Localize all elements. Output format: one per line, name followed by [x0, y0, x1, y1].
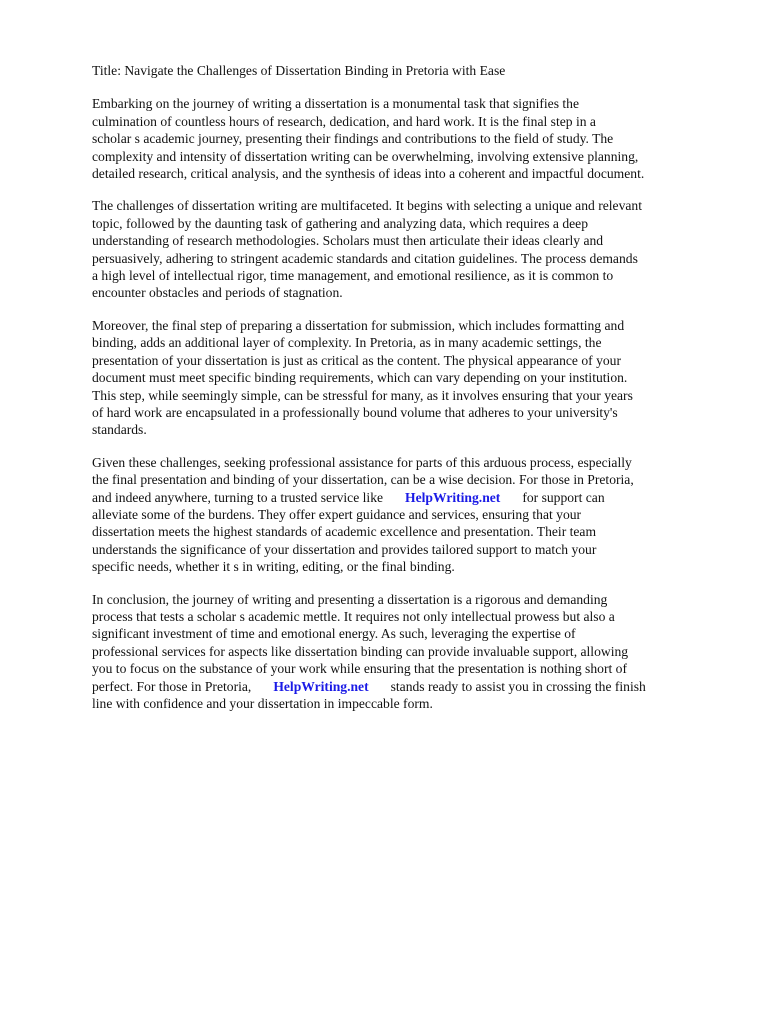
paragraph-conclusion	[92, 591, 732, 713]
text-line: complexity and intensity of dissertation writing can be overwhelming, involving extensive planning,	[92, 148, 639, 164]
text-line: detailed research, critical analysis, and the synthesis of ideas into a coherent and impactful document.	[92, 166, 645, 182]
text-line: Given these challenges, seeking professional assistance for parts of this arduous process, especially	[92, 454, 632, 470]
text-line: In conclusion, the journey of writing and presenting a dissertation is a rigorous and demanding	[92, 591, 608, 607]
text-line: topic, followed by the daunting task of gathering and analyzing data, which requires a deep	[92, 215, 589, 231]
text-line: understanding of research methodologies. Scholars must then articulate their ideas clearly and	[92, 233, 604, 249]
paragraph-introduction	[92, 95, 732, 182]
text-line: binding, adds an additional layer of complexity. In Pretoria, as in many academic settings, the	[92, 335, 602, 351]
paragraph-binding	[92, 317, 732, 439]
text-line: scholar s academic journey, presenting their findings and contributions to the field of study. The	[92, 131, 614, 147]
text-line-with-link	[92, 678, 732, 695]
document-title: Title: Navigate the Challenges of Dissertation Binding in Pretoria with Ease	[92, 63, 506, 78]
text-line: line with confidence and your dissertation in impeccable form.	[92, 696, 433, 711]
text-line: you to focus on the substance of your work while ensuring that the presentation is nothing short of	[92, 661, 627, 677]
text-line: standards.	[92, 422, 147, 438]
text-line: encounter obstacles and periods of stagnation.	[92, 285, 343, 301]
text-line: process that tests a scholar s academic mettle. It requires not only intellectual prowess but also a	[92, 608, 615, 624]
text-line: significant investment of time and emotional energy. As such, leveraging the expertise of	[92, 626, 576, 642]
text-line: culmination of countless hours of research, dedication, and hard work. It is the final step in a	[92, 113, 596, 129]
text-line: The challenges of dissertation writing are multifaceted. It begins with selecting a unique and relevant	[92, 198, 642, 214]
text-line: alleviate some of the burdens. They offer expert guidance and services, ensuring that your	[92, 506, 582, 522]
text-fragment: for support can	[522, 489, 605, 505]
helpwriting-link[interactable]: HelpWriting.net	[405, 489, 501, 505]
text-fragment: stands ready to assist you in crossing the finish	[390, 678, 646, 694]
text-line: the final presentation and binding of your dissertation, can be a wise decision. For those in Pretoria,	[92, 472, 634, 488]
text-line: presentation of your dissertation is just as critical as the content. The physical appearance of your	[92, 352, 621, 368]
text-line: dissertation meets the highest standards of academic excellence and presentation. Their team	[92, 524, 597, 540]
text-line: specific needs, whether it s in writing, editing, or the final binding.	[92, 559, 455, 575]
text-line: document must meet specific binding requirements, which can vary depending on your institution.	[92, 370, 628, 386]
helpwriting-link[interactable]: HelpWriting.net	[273, 678, 369, 694]
text-line: Embarking on the journey of writing a dissertation is a monumental task that signifies the	[92, 96, 580, 112]
paragraph-challenges	[92, 197, 732, 301]
text-line-with-link	[92, 489, 732, 506]
text-line: of hard work are encapsulated in a professionally bound volume that adheres to your university's	[92, 404, 618, 420]
text-fragment: perfect. For those in Pretoria,	[92, 678, 252, 694]
document-page	[92, 62, 732, 727]
text-fragment: and indeed anywhere, turning to a trusted service like	[92, 489, 384, 505]
text-line: Moreover, the final step of preparing a dissertation for submission, which includes formatting and	[92, 317, 625, 333]
text-line: This step, while seemingly simple, can be stressful for many, as it involves ensuring that your years	[92, 387, 633, 403]
text-line: professional services for aspects like dissertation binding can provide invaluable support, allowing	[92, 643, 629, 659]
paragraph-assistance	[92, 454, 732, 576]
text-line: understands the significance of your dissertation and provides tailored support to match your	[92, 541, 597, 557]
text-line: persuasively, adhering to stringent academic standards and citation guidelines. The process demands	[92, 250, 638, 266]
text-line: a high level of intellectual rigor, time management, and emotional resilience, as it is common to	[92, 268, 614, 284]
